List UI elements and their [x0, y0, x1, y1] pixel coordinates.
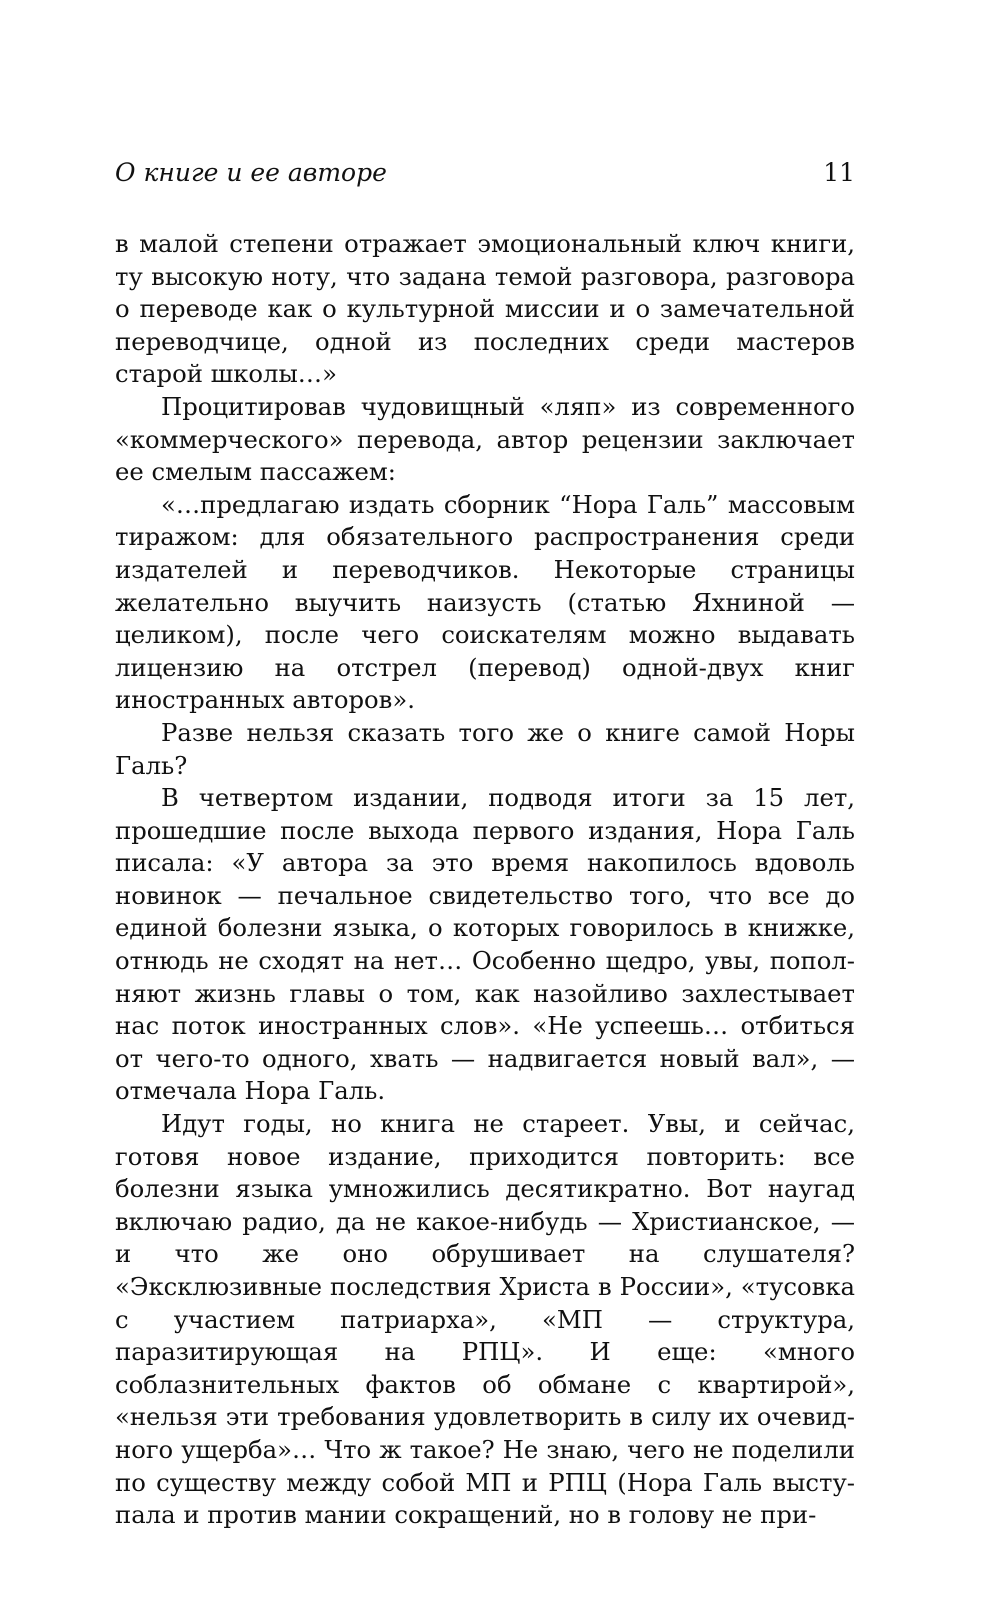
paragraph: В четвертом издании, подводя итоги за 15 лет, прошедшие после выхода первого издания, Нора Галь писала: «У автора за это время накопилось вдоволь новинок — печальное свидетельство того, что все до единой болезни языка, о которых говорилось в книжке, отнюдь не сходят на нет… Особенно щедро, увы, пополняют жизнь главы о том, как назойливо захлестывает нас поток иностранных слов». «Не успеешь… отбиться от чего-то одного, хвать — надвигается новый вал», — отмечала Нора Галь. — [115, 783, 855, 1106]
page-number: 11 — [823, 158, 855, 187]
paragraph-continuation: в малой степени отражает эмоциональный ключ книги, ту высокую ноту, что задана темой разговора, разговора о переводе как о культурной миссии и о замечательной переводчице, одной из последних среди мастеров старой школы…» — [115, 229, 855, 389]
paragraph: Разве нельзя сказать того же о книге самой Норы Галь? — [115, 717, 855, 780]
quotation-paragraph: «…предлагаю издать сборник “Нора Галь” массовым тиражом: для обязательного распространения среди издателей и переводчиков. Некоторые страницы желательно выучить наизусть (статью Яхниной — целиком), после чего соискателям можно выдавать лицензию на отстрел (перевод) одной-двух книг иностранных авторов». — [115, 489, 855, 715]
running-head: О книге и ее авторе — [115, 158, 387, 187]
paragraph: Процитировав чудовищный «ляп» из современного «коммерческого» перевода, автор рецензии заключает ее смелым пассажем: — [115, 391, 855, 487]
body-text — [115, 228, 855, 1532]
paragraph: Идут годы, но книга не стареет. Увы, и сейчас, готовя новое издание, приходится повторить: все болезни языка умножились десятикратно. Вот наугад включаю радио, да не какое-нибудь — Христианское, — и что же оно обрушивает на слушателя? «Эксклюзивные последствия Христа в России», «тусовка с участием патриарха», «МП — структура, паразитирующая на РПЦ». И еще: «много соблазнительных фактов об обмане с квартирой», «нельзя эти требования удовлетворить в силу их очевидного ущерба»… Что ж такое? Не знаю, чего не поделили по существу между собой МП и РПЦ (Нора Галь выступала и против мании сокращений, но в голову не при- — [115, 1109, 855, 1530]
